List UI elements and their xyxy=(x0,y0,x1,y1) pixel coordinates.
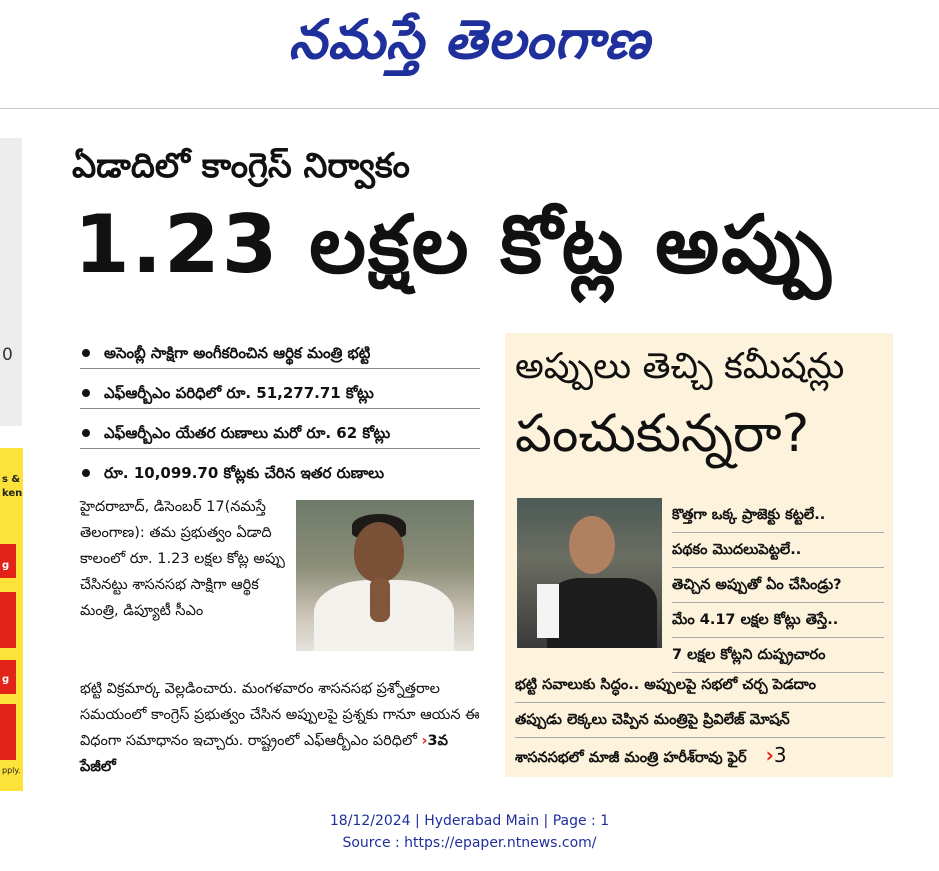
photo-figure xyxy=(354,522,404,582)
ad-text: pply. xyxy=(2,766,21,775)
ad-text: g xyxy=(2,674,10,685)
continued-on-page-link[interactable]: 3వ పేజీలో xyxy=(80,733,448,775)
masthead xyxy=(0,0,939,108)
highlight-item xyxy=(80,458,480,488)
article-body-text: భట్టి విక్రమార్క వెల్లడించారు. మంగళవారం శాసనసభ ప్రశ్నోత్తరాల సమయంలో కాంగ్రెస్ ప్రభుత్వం చేసిన అప్పులపై ప్రశ్నకు గానూ ఆయన ఈ విధంగా సమాధానం ఇచ్చారు. రాష్ట్రంలో ఎఫ్ఆర్బీఎం పరిధిలో xyxy=(80,681,480,749)
highlight-text: రూ. 10,099.70 కోట్లకు చేరిన ఇతర రుణాలు xyxy=(104,464,385,482)
ad-red-block xyxy=(0,592,16,648)
harish-rao-photo xyxy=(517,498,662,648)
sidebar-point: పథకం మొదలుపెట్టలే.. xyxy=(672,533,884,568)
sidebar-point: కొత్తగా ఒక్క ప్రాజెక్టు కట్టలే.. xyxy=(672,498,884,533)
sidebar-point: 7 లక్షల కోట్లని దుష్ప్రచారం xyxy=(672,638,884,673)
continued-arrow-icon: › xyxy=(765,743,774,767)
ad-text: ken xyxy=(2,488,23,499)
bullet-icon xyxy=(82,349,90,357)
photo-figure xyxy=(537,584,559,638)
highlight-text: ఎఫ్ఆర్బీఎం యేతర రుణాలు మరో రూ. 62 కోట్లు xyxy=(104,424,391,442)
ad-red-block xyxy=(0,704,16,760)
article-highlights xyxy=(80,338,480,497)
article-body-continued xyxy=(80,676,480,780)
newspaper-logo: నమస్తే తెలంగాణ xyxy=(288,8,651,71)
adjacent-column-text: 0 xyxy=(2,345,13,365)
continued-arrow-icon: › xyxy=(421,733,428,749)
ad-text: g xyxy=(2,560,10,571)
sidebar-wide-points xyxy=(515,668,885,772)
sidebar-point xyxy=(515,738,885,772)
photo-figure xyxy=(370,578,390,622)
sidebar-point-text: శాసనసభలో మాజీ మంత్రి హరీశ్‌రావు ఫైర్ xyxy=(515,750,747,766)
bullet-icon xyxy=(82,429,90,437)
sidebar-point: తప్పుడు లెక్కలు చెప్పిన మంత్రిపై ప్రివిలేజ్ మోషన్ xyxy=(515,703,885,738)
ad-text: s & xyxy=(2,474,21,485)
article-headline: 1.23 లక్షల కోట్ల అప్పు xyxy=(74,198,833,291)
bullet-icon xyxy=(82,389,90,397)
sidebar-point: తెచ్చిన అప్పుతో ఏం చేసిండ్రు? xyxy=(672,568,884,603)
source-link[interactable]: Source : https://epaper.ntnews.com/ xyxy=(342,835,597,851)
photo-figure xyxy=(547,578,657,648)
bullet-icon xyxy=(82,469,90,477)
highlight-item xyxy=(80,378,480,409)
photo-figure xyxy=(569,516,615,574)
deputy-cm-photo xyxy=(296,500,474,651)
page-footer xyxy=(0,810,939,854)
sidebar-point: మేం 4.17 లక్షల కోట్లు తెస్తే.. xyxy=(672,603,884,638)
sidebar-title-line2: పంచుకున్నరా? xyxy=(515,404,810,464)
highlight-item xyxy=(80,418,480,449)
edition-info: 18/12/2024 | Hyderabad Main | Page : 1 xyxy=(329,813,610,829)
sidebar-points xyxy=(672,498,884,673)
highlight-item xyxy=(80,338,480,369)
highlight-text: ఎఫ్ఆర్బీఎం పరిధిలో రూ. 51,277.71 కోట్లు xyxy=(104,384,374,402)
sidebar-title-line1: అప్పులు తెచ్చి కమీషన్లు xyxy=(515,346,845,387)
continued-page-link[interactable]: 3 xyxy=(773,743,787,767)
adjacent-column-strip xyxy=(0,138,22,426)
highlight-text: అసెంబ్లీ సాక్షిగా అంగీకరించిన ఆర్థిక మంత్రి భట్టి xyxy=(104,344,371,362)
masthead-divider xyxy=(0,108,939,109)
left-advertisement xyxy=(0,448,23,791)
sidebar-point: భట్టి సవాలుకు సిద్ధం.. అప్పులపై సభలో చర్చ పెడదాం xyxy=(515,668,885,703)
article-body: హైదరాబాద్, డిసెంబర్ 17(నమస్తే తెలంగాణ): తమ ప్రభుత్వం ఏడాది కాలంలో రూ. 1.23 లక్షల కోట్ల అప్పు చేసినట్టు శాసనసభ సాక్షిగా ఆర్థిక మంత్రి, డిప్యూటీ సీఎం xyxy=(80,499,285,619)
article-kicker: ఏడాదిలో కాంగ్రెస్ నిర్వాకం xyxy=(72,146,410,186)
